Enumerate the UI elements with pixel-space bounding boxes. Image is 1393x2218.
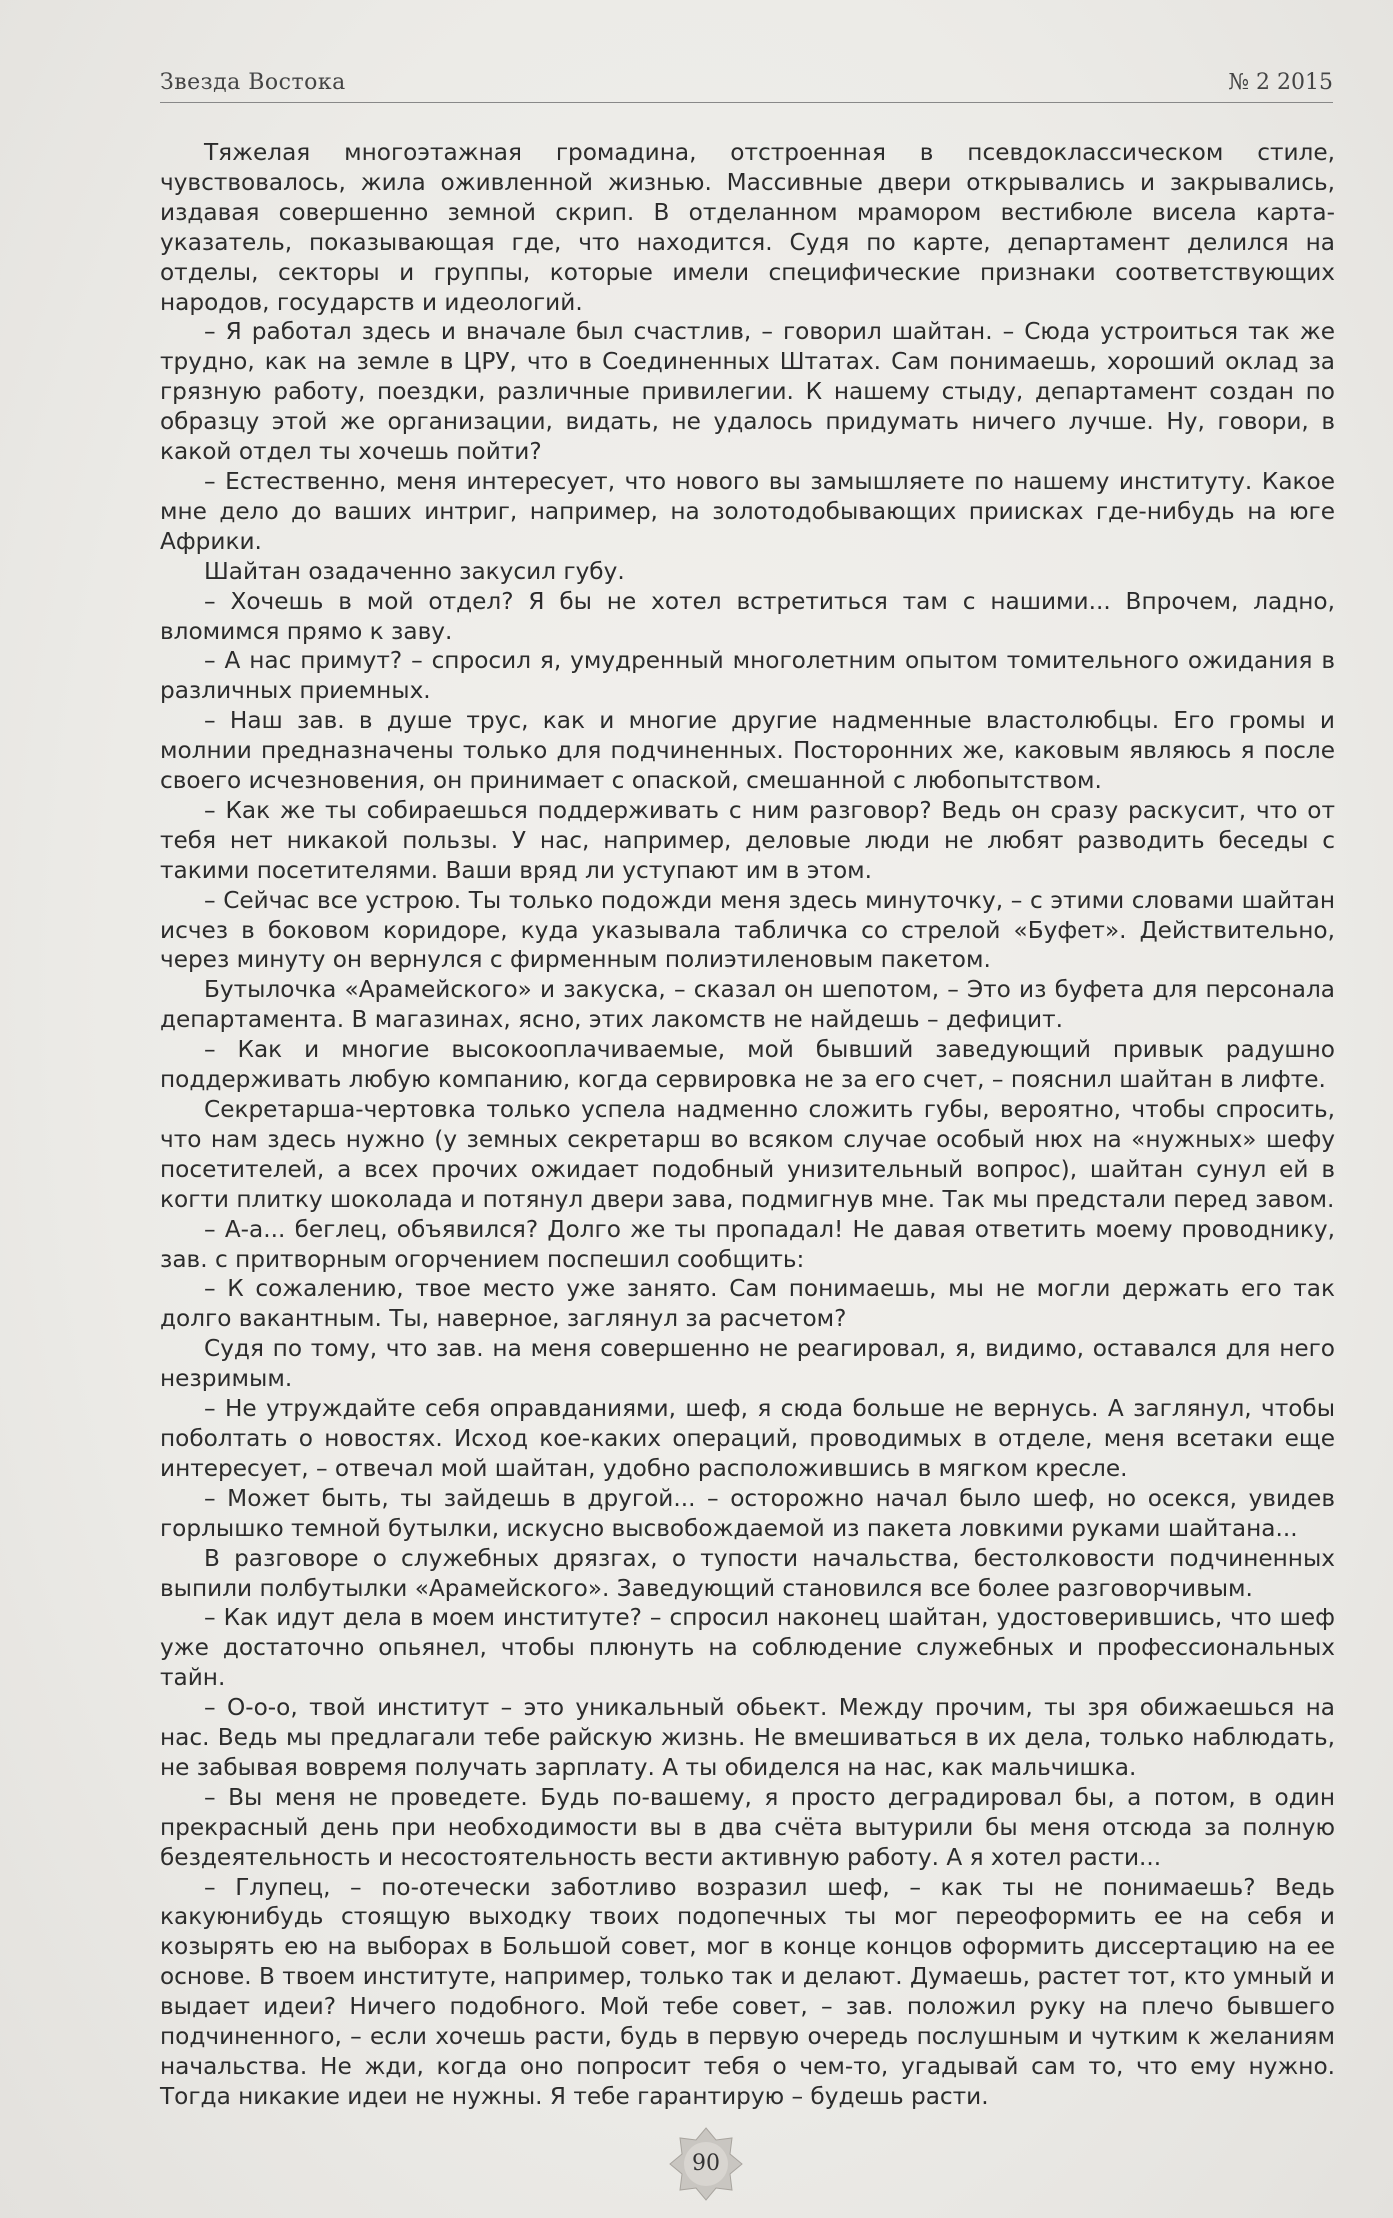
paragraph: – Как же ты собираешься поддерживать с ним разговор? Ведь он сразу раскусит, что от тебя нет никакой пользы. У нас, например, деловые люди не любят разводить беседы с такими посетителями. Ваши вряд ли уступают им в этом. <box>160 796 1335 884</box>
paragraph: – Может быть, ты зайдешь в другой... – осторожно начал было шеф, но осекся, увидев горлышко темной бутылки, искусно высвобождаемой из пакета ловкими руками шайтана... <box>160 1484 1335 1542</box>
page-number-badge <box>666 2124 746 2204</box>
paragraph: – К сожалению, твое место уже занято. Сам понимаешь, мы не могли держать его так долго вакантным. Ты, наверное, заглянул за расчетом? <box>160 1275 1335 1333</box>
paragraph: – Хочешь в мой отдел? Я бы не хотел встретиться там с нашими... Впрочем, ладно, вломимся прямо к заву. <box>160 587 1335 645</box>
paragraph: Тяжелая многоэтажная громадина, отстроенная в псевдоклассическом стиле, чувствовалось, жила оживленной жизнью. Массивные двери открывались и закрывались, издавая совершенно земной скрип. В отделанном мрамором вестибюле висела карта-указатель, показывающая где, что находится. Судя по карте, департамент делился на отделы, секторы и группы, которые имели специфические признаки соответствующих народов, государств и идеологий. <box>160 139 1335 316</box>
paragraph: В разговоре о служебных дрязгах, о тупости начальства, бестолковости подчиненных выпили полбутылки «Арамейского». Заведующий становился все более разговорчивым. <box>160 1544 1335 1602</box>
paragraph: – Я работал здесь и вначале был счастлив, – говорил шайтан. – Сюда устроиться так же трудно, как на земле в ЦРУ, что в Соединенных Штатах. Сам понимаешь, хороший оклад за грязную работу, поездки, различные привилегии. К нашему стыду, департамент создан по образцу этой же организации, видать, не удалось придумать ничего лучше. Ну, говори, в какой отдел ты хочешь пойти? <box>160 318 1335 466</box>
paragraph: Секретарша-чертовка только успела надменно сложить губы, вероятно, чтобы спросить, что нам здесь нужно (у земных секретарш во всяком случае особый нюх на «нужных» шефу посетителей, а всех прочих ожидает подобный унизительный вопрос), шайтан сунул ей в когти плитку шоколада и потянул двери зава, подмигнув мне. Так мы предстали перед завом. <box>160 1096 1335 1213</box>
paragraph: Судя по тому, что зав. на меня совершенно не реагировал, я, видимо, оставался для него незримым. <box>160 1335 1335 1393</box>
paragraph: Шайтан озадаченно закусил губу. <box>204 557 625 585</box>
running-header <box>160 70 1333 110</box>
paragraph: – Глупец, – по-отечески заботливо возразил шеф, – как ты не понимаешь? Ведь какуюнибудь стоящую выходку твоих подопечных ты мог переоформить ее на себя и козырять ею на выборах в Большой совет, мог в конце концов оформить диссертацию на ее основе. В твоем институте, например, только так и делают. Думаешь, растет тот, кто умный и выдает идеи? Ничего подобного. Мой тебе совет, – зав. положил руку на плечо бывшего подчиненного, – если хочешь расти, будь в первую очередь послушным и чутким к желаниям начальства. Не жди, когда оно попросит тебя о чем-то, угадывай сам то, что ему нужно. Тогда никакие идеи не нужны. Я тебе гарантирую – будешь расти. <box>160 1873 1335 2110</box>
article-body <box>160 138 1335 2112</box>
paragraph: – Вы меня не проведете. Будь по-вашему, я просто деградировал бы, а потом, в один прекрасный день при необходимости вы в два счёта вытурили бы меня отсюда за полную бездеятельность и несостоятельность вести активную работу. А я хотел расти... <box>160 1783 1335 1871</box>
paragraph: – Естественно, меня интересует, что нового вы замышляете по нашему институту. Какое мне дело до ваших интриг, например, на золотодобывающих приисках где-нибудь на юге Африки. <box>160 467 1335 555</box>
paragraph: – Сейчас все устрою. Ты только подожди меня здесь минуточку, – с этими словами шайтан исчез в боковом коридоре, куда указывала табличка со стрелой «Буфет». Действительно, через минуту он вернулся с фирменным полиэтиленовым пакетом. <box>160 886 1335 974</box>
paragraph: Бутылочка «Арамейского» и закуска, – сказал он шепотом, – Это из буфета для персонала департамента. В магазинах, ясно, этих лакомств не найдешь – дефицит. <box>160 976 1335 1034</box>
paragraph: – Не утруждайте себя оправданиями, шеф, я сюда больше не вернусь. А заглянул, чтобы поболтать о новостях. Исход кое-каких операций, проводимых в отделе, меня всетаки еще интересует, – отвечал мой шайтан, удобно расположившись в мягком кресле. <box>160 1395 1335 1482</box>
paragraph: – Как идут дела в моем институте? – спросил наконец шайтан, удостоверившись, что шеф уже достаточно опьянел, чтобы плюнуть на соблюдение служебных и профессиональных тайн. <box>160 1604 1335 1692</box>
paragraph: – О-о-о, твой институт – это уникальный обьект. Между прочим, ты зря обижаешься на нас. Ведь мы предлагали тебе райскую жизнь. Не вмешиваться в их дела, только наблюдать, не забывая вовремя получать зарплату. А ты обиделся на нас, как мальчишка. <box>160 1694 1335 1781</box>
paragraph: – Наш зав. в душе трус, как и многие другие надменные властолюбцы. Его громы и молнии предназначены только для подчиненных. Посторонних же, каковым являюсь я после своего исчезновения, он принимает с опаской, смешанной с любопытством. <box>160 707 1335 795</box>
page-number: 90 <box>692 2151 720 2176</box>
paragraph: – А-а... беглец, объявился? Долго же ты пропадал! Не давая ответить моему проводнику, зав. с притворным огорчением поспешил сообщить: <box>160 1215 1335 1273</box>
issue-number: № 2 2015 <box>1228 70 1333 95</box>
header-rule <box>160 102 1333 103</box>
paragraph: – А нас примут? – спросил я, умудренный многолетним опытом томительного ожидания в различных приемных. <box>160 647 1335 705</box>
journal-title: Звезда Востока <box>160 70 346 95</box>
paragraph: – Как и многие высокооплачиваемые, мой бывший заведующий привык радушно поддерживать любую компанию, когда сервировка не за его счет, – пояснил шайтан в лифте. <box>160 1036 1335 1094</box>
